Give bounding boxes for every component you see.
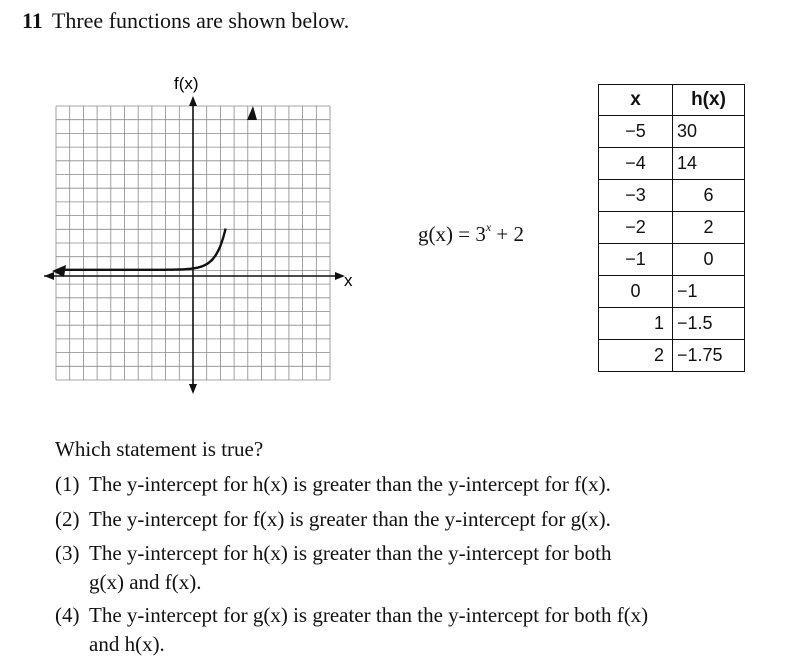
option-2[interactable] <box>55 505 705 534</box>
option-4[interactable] <box>55 601 705 659</box>
table-cell-x: −1 <box>599 244 673 276</box>
option-text: The y-intercept for h(x) is greater than the y-intercept for both <box>89 541 612 565</box>
f-curve <box>60 229 226 272</box>
table-row <box>599 276 745 308</box>
table-cell-h: 6 <box>673 180 745 212</box>
question-title: Three functions are shown below. <box>51 8 350 33</box>
option-3[interactable] <box>55 539 705 597</box>
option-text-continued: g(x) and f(x). <box>89 570 202 594</box>
option-text-continued: and h(x). <box>89 632 165 656</box>
table-cell-x: −3 <box>599 180 673 212</box>
option-text: The y-intercept for h(x) is greater than the y-intercept for f(x). <box>89 472 611 496</box>
table-cell-h: −1.5 <box>673 308 745 340</box>
table-row <box>599 180 745 212</box>
option-1[interactable] <box>55 470 705 499</box>
option-label: (3) <box>55 541 80 565</box>
g-equation-lhs: g(x) = 3 <box>418 222 486 246</box>
option-text: The y-intercept for g(x) is greater than the y-intercept for both f(x) <box>89 603 649 627</box>
table-cell-x: −2 <box>599 212 673 244</box>
table-row <box>599 148 745 180</box>
y-axis-up-arrow <box>189 96 197 106</box>
table-cell-x: −5 <box>599 116 673 148</box>
table-cell-x: 2 <box>599 340 673 372</box>
h-table-header-x: x <box>599 85 673 116</box>
x-axis-left-arrow <box>44 272 54 280</box>
h-table-header-row <box>599 85 745 116</box>
table-cell-h: 30 <box>673 116 745 148</box>
table-row <box>599 116 745 148</box>
y-axis <box>189 96 197 394</box>
table-cell-x: 0 <box>599 276 673 308</box>
table-row <box>599 308 745 340</box>
y-axis-down-arrow <box>189 384 197 394</box>
table-cell-h: −1.75 <box>673 340 745 372</box>
option-text: The y-intercept for f(x) is greater than the y-intercept for g(x). <box>89 507 611 531</box>
option-label: (1) <box>55 472 80 496</box>
table-row <box>599 212 745 244</box>
h-table <box>598 84 745 372</box>
g-equation-rhs: + 2 <box>491 222 525 246</box>
table-row <box>599 340 745 372</box>
x-axis-label: x <box>344 271 353 290</box>
option-label: (4) <box>55 603 80 627</box>
table-cell-h: −1 <box>673 276 745 308</box>
question-prompt: Which statement is true? <box>55 437 264 461</box>
function-graph <box>40 70 360 400</box>
question-number: 11 <box>22 8 43 33</box>
table-cell-x: 1 <box>599 308 673 340</box>
table-cell-h: 0 <box>673 244 745 276</box>
h-table-header-h: h(x) <box>673 85 745 116</box>
g-equation-exponent: x <box>485 220 492 234</box>
curve-up-arrow <box>247 106 257 120</box>
x-axis <box>44 272 345 280</box>
question-header <box>22 8 349 34</box>
y-axis-label: f(x) <box>174 74 199 93</box>
table-row <box>599 244 745 276</box>
table-cell-h: 14 <box>673 148 745 180</box>
option-label: (2) <box>55 507 80 531</box>
table-cell-h: 2 <box>673 212 745 244</box>
g-equation <box>418 222 524 247</box>
table-cell-x: −4 <box>599 148 673 180</box>
